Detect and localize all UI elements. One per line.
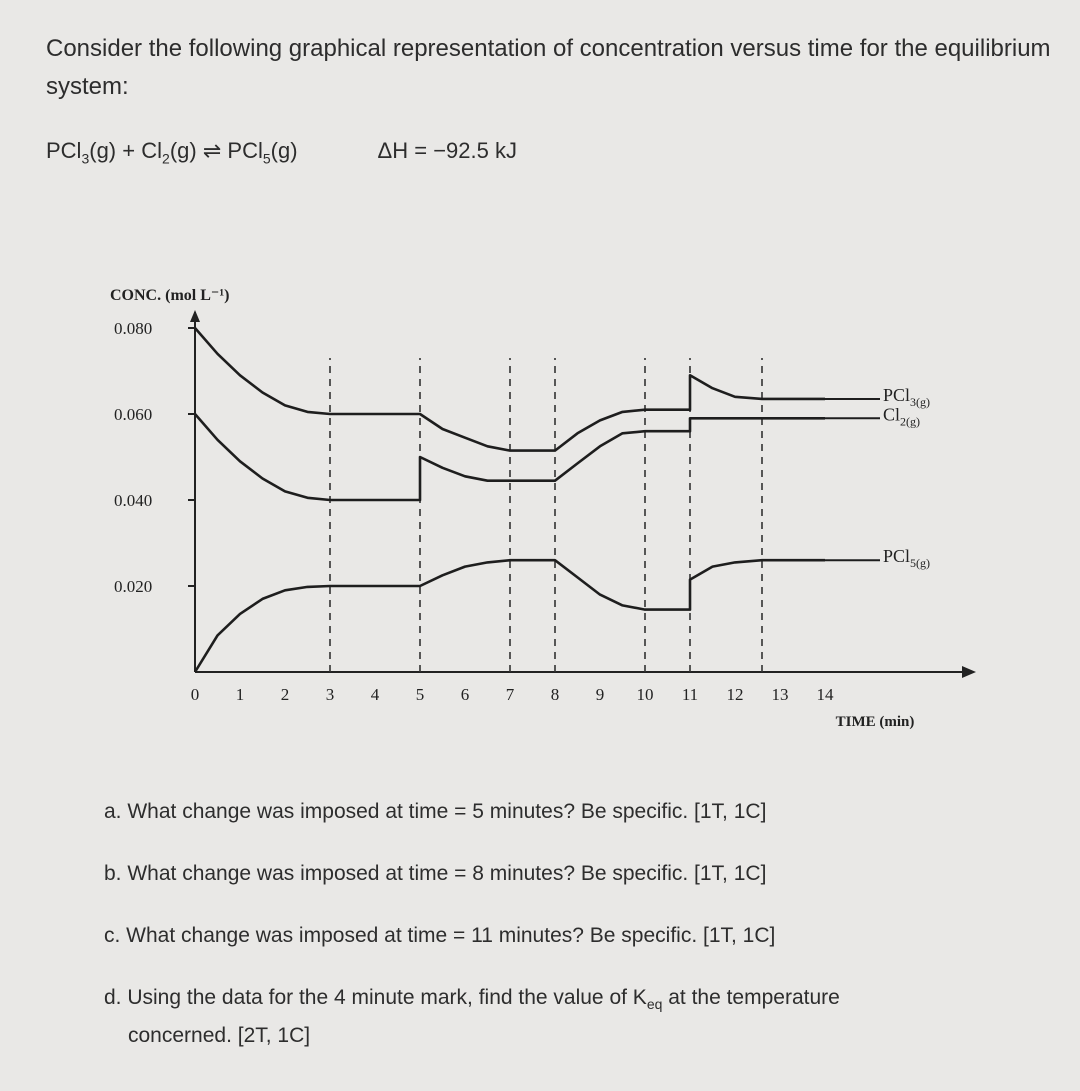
x-axis-arrow: [962, 666, 976, 678]
reaction-formula: $PCl_3(g) + Cl_2(g)$ ⇌ PCl$_5$(g): [46, 138, 298, 167]
x-tick-label: 5: [415, 685, 425, 704]
question-c: c. What change was imposed at time = 11 minutes? Be specific. [1T, 1C]: [104, 924, 776, 947]
x-tick-label: 1: [235, 685, 245, 704]
intro-text: Consider the following graphical representation of concentration versus time for the equilibrium system:: [46, 35, 1051, 100]
enthalpy-change: ΔH = −92.5 kJ: [377, 138, 517, 163]
y-tick-label: 0.040: [114, 491, 153, 510]
series-label-pcl3g: PCl$_{3(g)}$: [883, 384, 931, 409]
y-tick-label: 0.020: [114, 577, 153, 596]
question-b: b. What change was imposed at time = 8 minutes? Be specific. [1T, 1C]: [104, 862, 767, 885]
y-axis-label: CONC. (mol L⁻¹): [110, 287, 230, 304]
x-tick-label: 13: [771, 685, 789, 704]
x-axis-label: TIME (min): [835, 714, 915, 730]
x-tick-label: 11: [681, 685, 699, 704]
x-tick-label: 9: [595, 685, 605, 704]
question-d: d. Using the data for the 4 minute mark, find the value of $K_{eq}$ at the temperature concerned. [2T, 1C]: [104, 986, 840, 1047]
x-tick-label: 3: [325, 685, 335, 704]
x-tick-label: 2: [280, 685, 290, 704]
series-label-cl2g: $Cl_{2(g)}$: [883, 404, 921, 429]
concentration-chart: [0, 270, 1080, 770]
x-tick-label: 14: [816, 685, 834, 704]
chart-svg: [0, 270, 1080, 770]
x-tick-label: 0: [190, 685, 200, 704]
question-list: [104, 796, 1044, 1052]
y-tick-label: 0.060: [114, 405, 153, 424]
y-axis-arrow: [190, 310, 200, 322]
x-tick-label: 8: [550, 685, 560, 704]
question-a: a. What change was imposed at time = 5 minutes? Be specific. [1T, 1C]: [104, 800, 767, 823]
x-tick-label: 12: [726, 685, 744, 704]
x-tick-label: 4: [370, 685, 380, 704]
series-label-pcl5g: PCl$_{5(g)}$: [883, 546, 931, 571]
reaction-equation: [46, 138, 517, 166]
x-tick-label: 10: [636, 685, 654, 704]
x-tick-label: 6: [460, 685, 470, 704]
x-tick-label: 7: [505, 685, 515, 704]
y-tick-label: 0.080: [114, 319, 153, 338]
